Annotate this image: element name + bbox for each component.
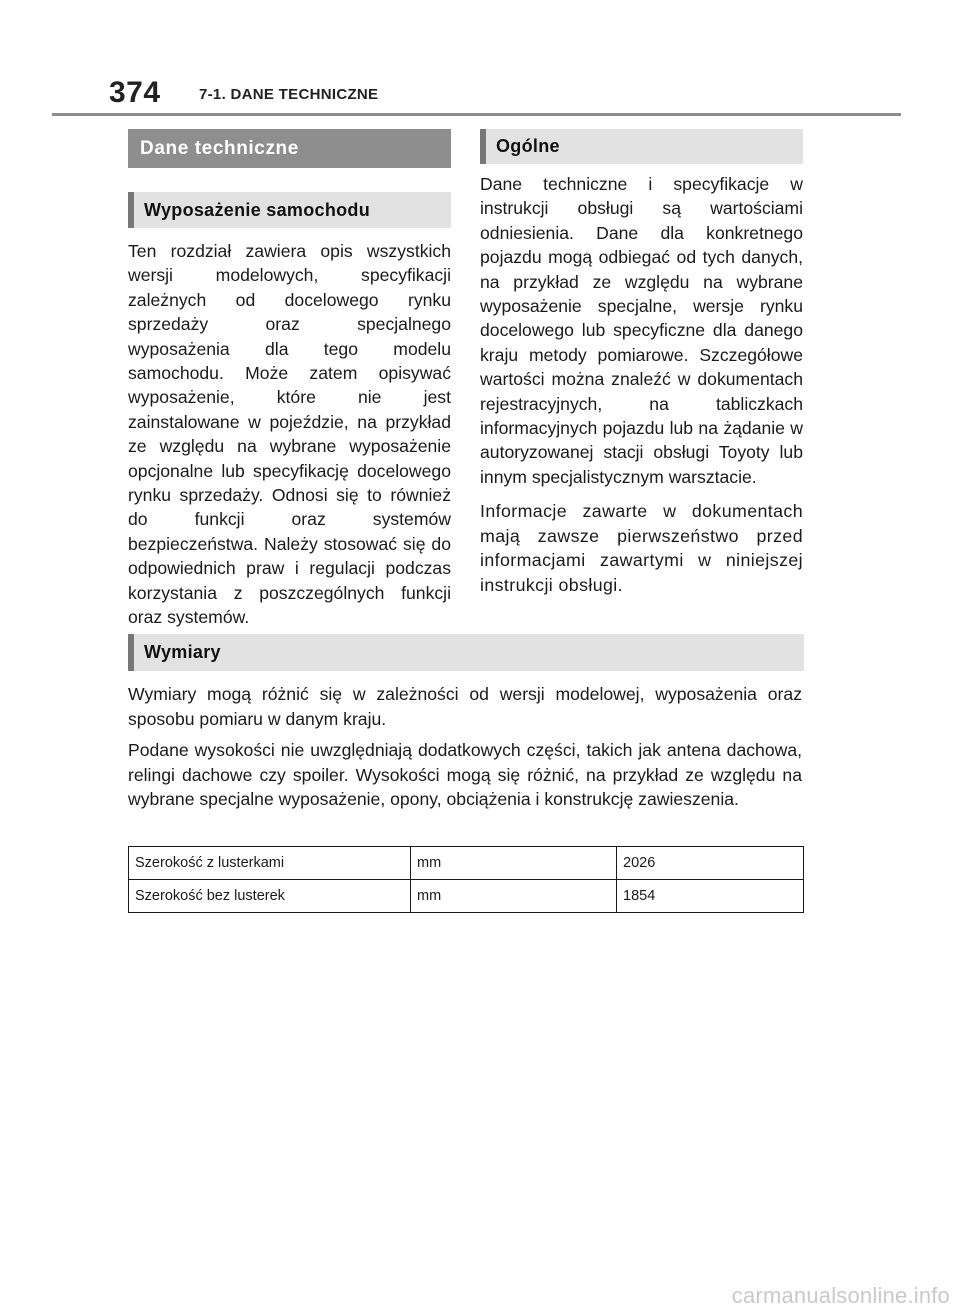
section-title-wymiary: Wymiary: [128, 634, 804, 671]
equipment-paragraph: Ten rozdział zawiera opis wszystkich wersji modelowych, specyfikacji zależnych od docelowego rynku sprzedaży oraz specjalnego wyposażenia dla tego modelu samochodu. Może zatem opisywać wyposażenie, które nie jest zainstalowane w pojeździe, na przykład ze względu na wybrane wyposażenie opcjonalne lub specyfikację docelowego rynku sprzedaży. Odnosi się to również do funkcji oraz systemów bezpieczeństwa. Należy stosować się do odpowiednich praw i regulacji podczas korzystania z poszczególnych funkcji oraz systemów.: [128, 241, 451, 628]
table-cell-name: Szerokość bez lusterek: [129, 880, 411, 913]
table-cell-value: 1854: [617, 880, 804, 913]
right-column: [480, 129, 803, 597]
table-row: [129, 880, 804, 913]
page-header: [0, 0, 960, 116]
table-cell-unit: mm: [411, 880, 617, 913]
watermark: carmanualsonline.info: [731, 1283, 950, 1308]
general-paragraph: Dane techniczne i specyfikacje w instrukcji obsługi są wartościami odniesienia. Dane dla konkretnego pojazdu mogą odbiegać od tych danych, na przykład ze względu na wybrane wyposażenie specjalne, wersje rynku docelowego lub specyficzne dla danego kraju metody pomiarowe. Szczegółowe wartości można znaleźć w dokumentach rejestracyjnych, na tabliczkach informacyjnych pojazdu lub na żądanie w autoryzowanej stacji obsługi Toyoty lub innym specjalistycznym warsztacie.: [480, 174, 803, 487]
table-cell-unit: mm: [411, 847, 617, 880]
section-title-dane-techniczne: Dane techniczne: [128, 129, 451, 168]
table-cell-value: 2026: [617, 847, 804, 880]
dimensions-paragraph-1: Wymiary mogą różnić się w zależności od wersji modelowej, wyposażenia oraz sposobu pomiaru w danym kraju.: [128, 684, 802, 729]
chapter-title: 7-1. DANE TECHNICZNE: [199, 86, 379, 103]
dimensions-table: [128, 846, 804, 913]
subsection-title-wyposazenie: Wyposażenie samochodu: [128, 192, 451, 228]
table-cell-name: Szerokość z lusterkami: [129, 847, 411, 880]
subsection-title-ogolne: Ogólne: [480, 129, 803, 164]
dimensions-paragraph-2: Podane wysokości nie uwzględniają dodatkowych części, takich jak antena dachowa, relingi dachowe czy spoiler. Wysokości mogą się różnić, na przykład ze względu na wybrane specjalne wyposażenie, opony, obciążenia i konstrukcję zawieszenia.: [128, 740, 802, 810]
header-divider: [52, 113, 901, 116]
general-note: Informacje zawarte w dokumentach mają zawsze pierwszeństwo przed informacjami zawartymi w niniejszej instrukcji obsługi.: [480, 501, 803, 595]
table-row: [129, 847, 804, 880]
left-column: [128, 129, 451, 630]
page-number: 374: [109, 76, 161, 109]
